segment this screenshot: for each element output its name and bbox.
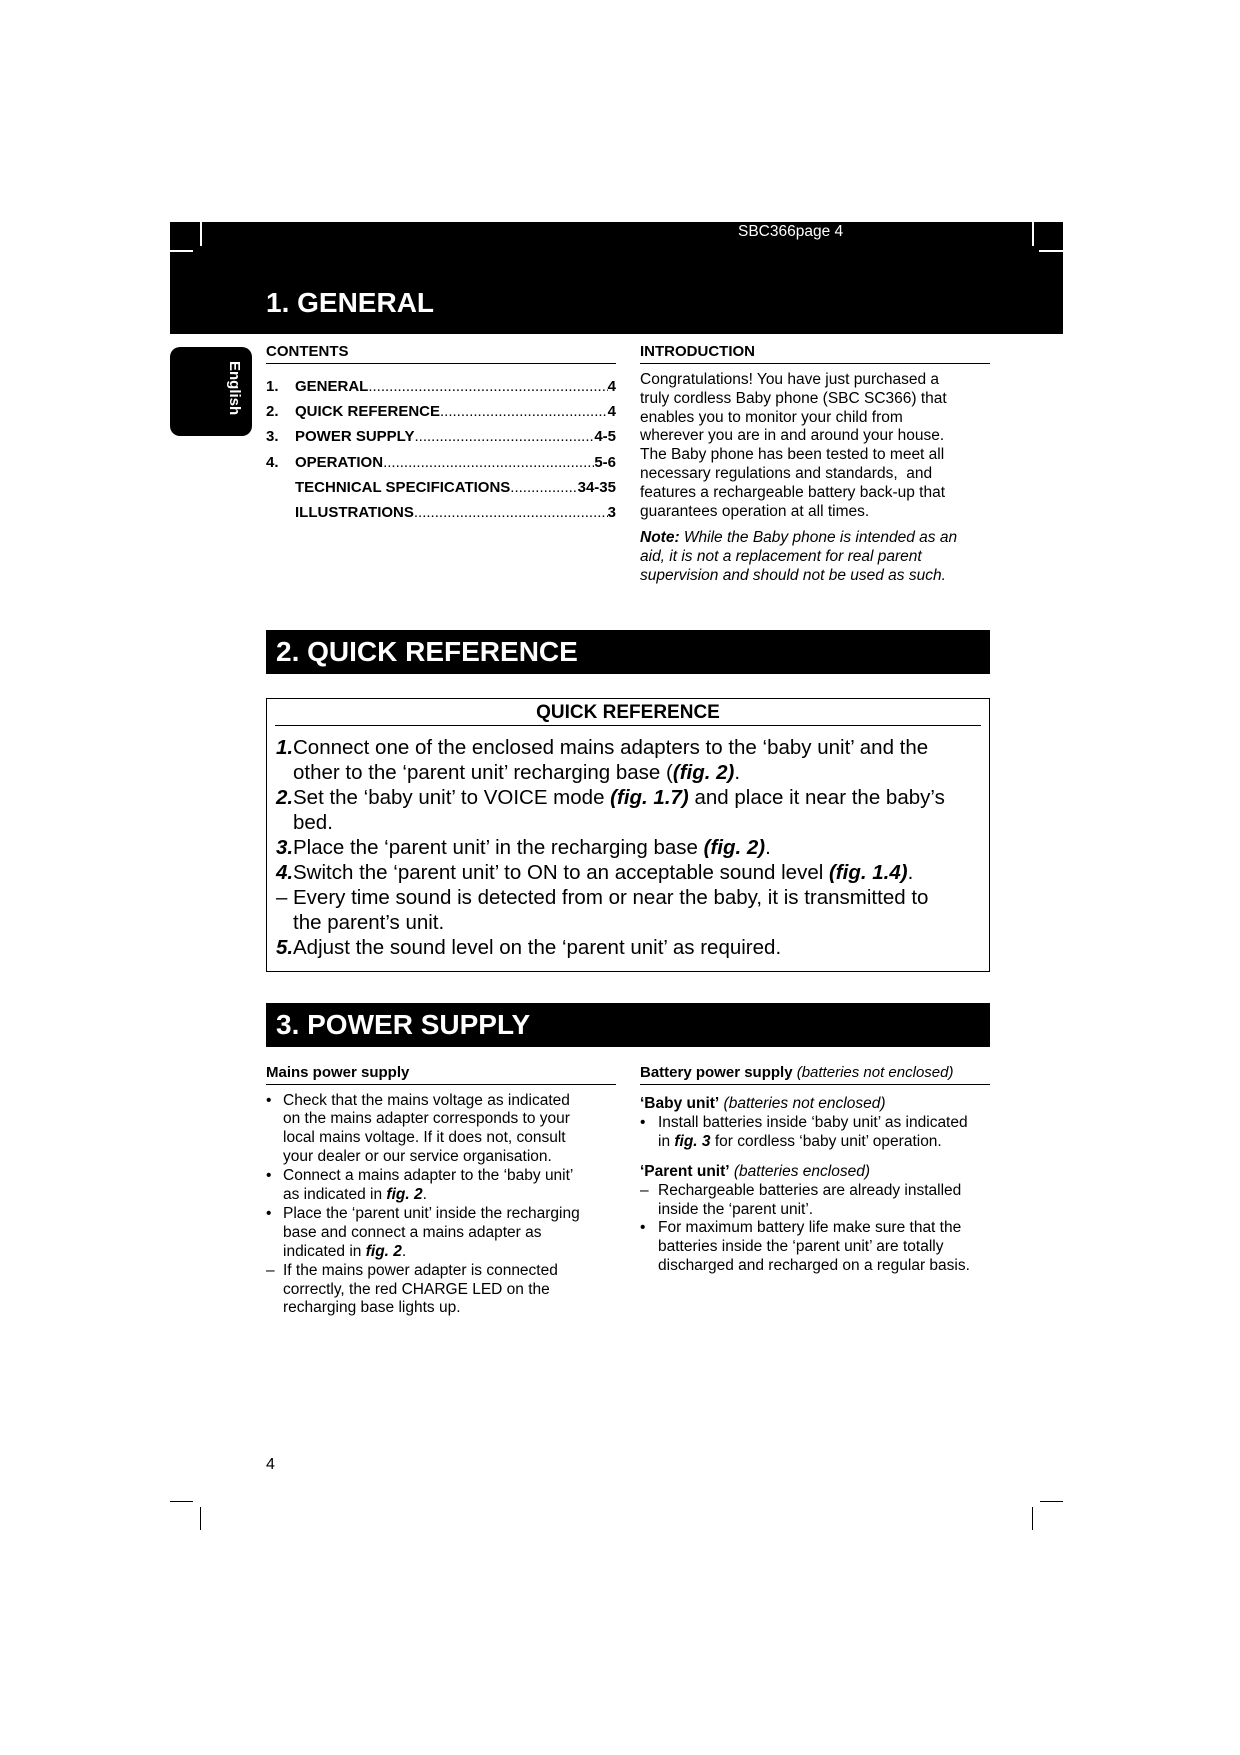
battery-heading-note: (batteries not enclosed) [792, 1064, 954, 1081]
crop-mark-top-left-vertical [200, 222, 202, 246]
step-line [276, 760, 989, 785]
toc-item [266, 500, 616, 525]
step-number: 5. [276, 936, 294, 960]
figure-reference: (fig. 2) [703, 835, 766, 859]
section-title-quick-reference: 2. QUICK REFERENCE [266, 630, 990, 674]
toc-title: ILLUSTRATIONS [295, 503, 414, 521]
step-line [276, 810, 989, 835]
section-title-general: 1. GENERAL [266, 287, 435, 318]
list-line: correctly, the red CHARGE LED on the [283, 1280, 550, 1298]
toc-number: 1. [266, 378, 279, 395]
step-text: other to the ‘parent unit’ recharging base ( [293, 760, 673, 784]
list-text: If the mains power adapter is connected [283, 1261, 558, 1279]
toc-number [266, 500, 295, 525]
baby-unit-title: ‘Baby unit’ [640, 1095, 720, 1112]
bullet-marker: • [640, 1219, 646, 1237]
list-line [640, 1219, 990, 1238]
list-text: For maximum battery life make sure that the [658, 1219, 962, 1237]
battery-power-section [640, 1063, 990, 1276]
step-number: 4. [276, 860, 294, 884]
figure-reference: (fig. 1.7) [610, 785, 689, 809]
list-line: recharging base lights up. [283, 1299, 461, 1317]
step-number: 2. [276, 785, 294, 809]
list-line: base and connect a mains adapter as [283, 1223, 542, 1241]
battery-power-heading [640, 1063, 990, 1085]
text-line: guarantees operation at all times. [640, 502, 870, 520]
toc-page: 4 [607, 403, 616, 421]
quick-reference-box [266, 698, 990, 972]
step-text: bed. [293, 810, 333, 834]
step-text: . [765, 835, 771, 859]
list-line [266, 1262, 616, 1281]
language-tab [170, 347, 252, 436]
list-line [640, 1182, 990, 1201]
list-line: discharged and recharged on a regular basis. [658, 1257, 970, 1275]
list-line: batteries inside the ‘parent unit’ are totally [658, 1238, 944, 1256]
step-line [276, 910, 989, 935]
step-text: Adjust the sound level on the ‘parent unit’ as required. [293, 936, 782, 960]
step-text: Connect one of the enclosed mains adapters to the ‘baby unit’ and the [293, 735, 929, 759]
contents-section [266, 342, 616, 525]
list-text: in [658, 1132, 675, 1150]
step-text: . [907, 860, 914, 884]
dash-marker: – [640, 1181, 649, 1199]
contents-list [266, 374, 616, 525]
list-text: as indicated in [283, 1186, 387, 1204]
toc-item [266, 475, 616, 500]
parent-unit-block [640, 1163, 990, 1276]
list-line [640, 1114, 990, 1133]
mains-power-section [266, 1063, 616, 1318]
list-text: indicated in [283, 1242, 366, 1260]
toc-page: 34-35 [577, 478, 616, 496]
step-text: the parent’s unit. [293, 911, 445, 935]
parent-unit-title: ‘Parent unit’ [640, 1162, 730, 1180]
crop-mark-top-right-horizontal [1039, 250, 1063, 252]
bullet-marker: • [266, 1204, 272, 1222]
toc-item [266, 374, 616, 399]
toc-number [266, 475, 295, 500]
step-number: 1. [276, 735, 294, 759]
toc-leader [510, 475, 577, 500]
text-line: aid, it is not a replacement for real parent [640, 548, 922, 566]
bullet-marker: • [640, 1113, 646, 1131]
baby-unit-label [640, 1095, 990, 1114]
list-line: local mains voltage. If it does not, consult [283, 1129, 566, 1147]
text-line: necessary regulations and standards, and [640, 464, 933, 482]
dash-marker: – [276, 886, 288, 910]
step-text: Every time sound is detected from or near the baby, it is transmitted to [293, 886, 929, 910]
toc-item [266, 450, 616, 475]
mains-power-list [266, 1092, 616, 1319]
toc-page: 3 [607, 503, 616, 521]
text-line: The Baby phone has been tested to meet all [640, 446, 945, 464]
text-line [640, 529, 990, 548]
toc-number: 3. [266, 428, 279, 446]
quick-reference-box-title: QUICK REFERENCE [275, 701, 981, 726]
figure-reference: (fig. 2) [672, 760, 735, 784]
list-text: . [422, 1186, 427, 1204]
list-line [266, 1243, 616, 1262]
list-text: for cordless ‘baby unit’ operation. [710, 1132, 942, 1150]
text-line: truly cordless Baby phone (SBC SC366) that [640, 389, 947, 407]
header-bar [170, 222, 1063, 334]
list-text: Install batteries inside ‘baby unit’ as indicated [658, 1113, 968, 1131]
step-line [276, 835, 989, 860]
toc-item [266, 424, 616, 449]
step-line [276, 885, 989, 910]
introduction-heading: INTRODUCTION [640, 342, 990, 364]
crop-mark-top-right-vertical [1032, 222, 1034, 246]
parent-unit-note: (batteries enclosed) [729, 1162, 871, 1180]
step-text: Switch the ‘parent unit’ to ON to an acceptable sound level [293, 860, 829, 884]
toc-page: 5-6 [594, 453, 616, 471]
crop-mark-bottom-right-horizontal [1040, 1501, 1063, 1502]
toc-number: 2. [266, 403, 279, 421]
list-line [266, 1186, 616, 1205]
step-number: 3. [276, 835, 294, 859]
text-line: supervision and should not be used as such. [640, 566, 946, 584]
note-label: Note: [640, 529, 680, 547]
baby-unit-block [640, 1095, 990, 1152]
step-line [276, 935, 989, 960]
toc-leader [368, 374, 607, 399]
crop-mark-top-left-horizontal [170, 250, 193, 252]
list-text: Check that the mains voltage as indicated [283, 1091, 570, 1109]
toc-title: OPERATION [295, 453, 384, 471]
toc-leader [383, 450, 594, 475]
toc-page: 4 [607, 378, 616, 395]
toc-number: 4. [266, 453, 279, 471]
crop-mark-bottom-right-vertical [1032, 1507, 1033, 1530]
toc-leader [414, 500, 608, 525]
parent-unit-label [640, 1163, 990, 1182]
text-line: features a rechargeable battery back-up that [640, 483, 946, 501]
toc-page: 4-5 [594, 428, 616, 446]
contents-heading: CONTENTS [266, 342, 616, 364]
step-text: and place it near the baby’s [688, 785, 945, 809]
baby-unit-note: (batteries not enclosed) [719, 1095, 886, 1112]
list-line: inside the ‘parent unit’. [658, 1200, 814, 1218]
text-line: Congratulations! You have just purchased a [640, 371, 940, 388]
list-text: Place the ‘parent unit’ inside the recharging [283, 1204, 580, 1222]
introduction-note [640, 529, 990, 585]
crop-mark-bottom-left-vertical [200, 1507, 201, 1530]
introduction-section [640, 342, 990, 586]
toc-leader [440, 399, 608, 424]
page-reference: SBC366page 4 [738, 223, 844, 240]
text-line: enables you to monitor your child from [640, 408, 903, 426]
toc-title: GENERAL [295, 378, 369, 395]
list-text: Connect a mains adapter to the ‘baby unit’ [283, 1167, 574, 1185]
step-line [276, 735, 989, 760]
toc-item [266, 399, 616, 424]
mains-power-heading: Mains power supply [266, 1063, 616, 1085]
step-line [276, 785, 989, 810]
step-line [276, 860, 989, 885]
text-line: wherever you are in and around your house. [640, 427, 945, 445]
toc-title: TECHNICAL SPECIFICATIONS [295, 478, 511, 496]
list-line [266, 1092, 616, 1111]
toc-leader [414, 424, 594, 449]
bullet-marker: • [266, 1091, 272, 1109]
battery-heading-text: Battery power supply [640, 1064, 793, 1081]
step-text: Set the ‘baby unit’ to VOICE mode [293, 785, 611, 809]
step-text: Place the ‘parent unit’ in the recharging base [293, 835, 704, 859]
step-text: . [734, 760, 741, 784]
bullet-marker: • [266, 1167, 272, 1185]
toc-title: POWER SUPPLY [295, 428, 415, 446]
figure-reference: (fig. 1.4) [828, 860, 908, 884]
toc-title: QUICK REFERENCE [295, 403, 441, 421]
list-line: your dealer or our service organisation. [283, 1148, 552, 1166]
page-number: 4 [266, 1456, 275, 1473]
figure-reference: fig. 2 [365, 1242, 402, 1260]
note-text: While the Baby phone is intended as an [679, 529, 958, 547]
dash-marker: – [266, 1261, 275, 1279]
list-line [266, 1167, 616, 1186]
quick-reference-steps [267, 735, 989, 961]
language-tab-label: English [226, 361, 243, 416]
list-line: on the mains adapter corresponds to your [283, 1110, 570, 1128]
list-text: . [401, 1242, 407, 1260]
introduction-text [640, 371, 990, 521]
crop-mark-bottom-left-horizontal [170, 1501, 193, 1502]
list-line [640, 1133, 990, 1152]
list-line [266, 1205, 616, 1224]
section-title-power-supply: 3. POWER SUPPLY [266, 1003, 990, 1047]
figure-reference: fig. 2 [386, 1186, 423, 1204]
list-text: Rechargeable batteries are already installed [658, 1181, 962, 1199]
figure-reference: fig. 3 [674, 1132, 711, 1150]
